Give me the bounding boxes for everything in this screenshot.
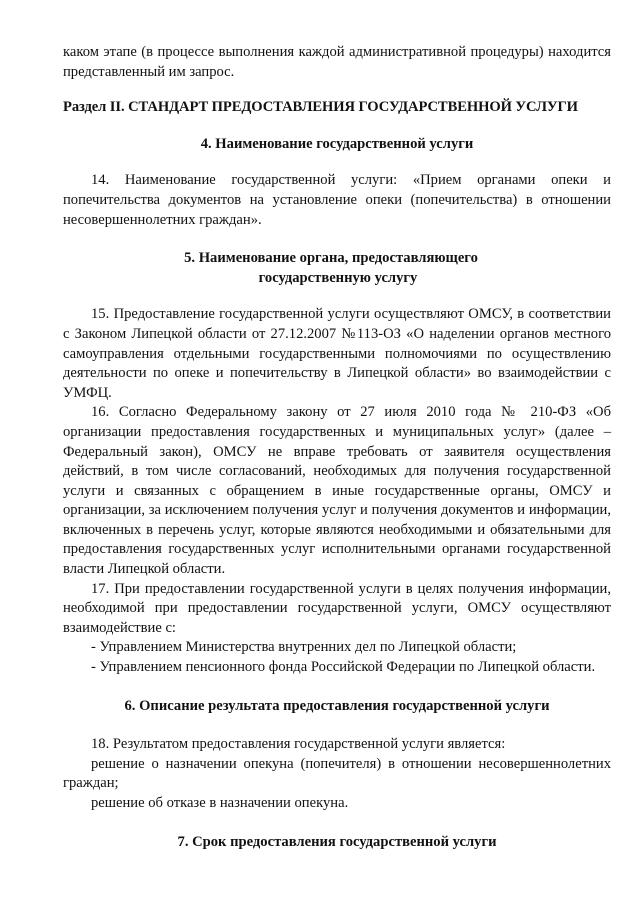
subsection-6-title: 6. Описание результата предоставления государственной услуги: [124, 697, 550, 714]
section-title: Раздел II. СТАНДАРТ ПРЕДОСТАВЛЕНИЯ ГОСУДАРСТВЕННОЙ УСЛУГИ: [63, 99, 578, 116]
intro-paragraph: каком этапе (в процессе выполнения каждой административной процедуры) находится представленный им запрос.: [63, 44, 611, 80]
subsection-5-title: [63, 249, 611, 288]
result-item-1: решение о назначении опекуна (попечителя) в отношении несовершеннолетних граждан;: [63, 755, 611, 792]
interaction-item-1: - Управлением Министерства внутренних дел по Липецкой области;: [91, 639, 517, 656]
interaction-item-2: - Управлением пенсионного фонда Российской Федерации по Липецкой области.: [91, 659, 596, 676]
paragraph-14: 14. Наименование государственной услуги: «Прием органами опеки и попечительства документов на установление опеки (попечительства) в отношении несовершеннолетних граждан».: [63, 172, 611, 228]
paragraph-16: 16. Согласно Федеральному закону от 27 июля 2010 года № 210-ФЗ «Об организации предоставления государственных и муниципальных услуг» (далее – Федеральный закон), ОМСУ не вправе требовать от заявителя осуществления действий, в том числе согласований, необходимых для получения государственной услуги и связанных с обращением в иные государственные органы, ОМСУ и организации, за исключением получения услуг и получения документов и информации, включенных в перечень услуг, которые являются необходимыми и обязательными для предоставления государственных услуг исполнительными органами государственной власти Липецкой области.: [63, 404, 611, 578]
subsection-4-title: 4. Наименование государственной услуги: [200, 135, 474, 152]
paragraph-18: 18. Результатом предоставления государственной услуги является:: [91, 736, 506, 753]
paragraph-15: 15. Предоставление государственной услуги осуществляют ОМСУ, в соответствии с Законом Липецкой области от 27.12.2007 №113-ОЗ «О наделении органов местного самоуправления отдельными государственными полномочиями по осуществлению деятельности по опеке и попечительству в Липецкой области» во взаимодействии с УМФЦ.: [63, 306, 611, 401]
subsection-5-title-line2: государственную услугу: [258, 269, 418, 286]
subsection-7-title: 7. Срок предоставления государственной услуги: [177, 833, 497, 850]
result-item-2: решение об отказе в назначении опекуна.: [91, 795, 349, 811]
subsection-5-title-line1: 5. Наименование органа, предоставляющего: [184, 250, 478, 267]
document-page: [63, 43, 611, 852]
paragraph-17: 17. При предоставлении государственной услуги в целях получения информации, необходимой при предоставлении государственной услуги, ОМСУ осуществляют взаимодействие с:: [63, 580, 611, 636]
